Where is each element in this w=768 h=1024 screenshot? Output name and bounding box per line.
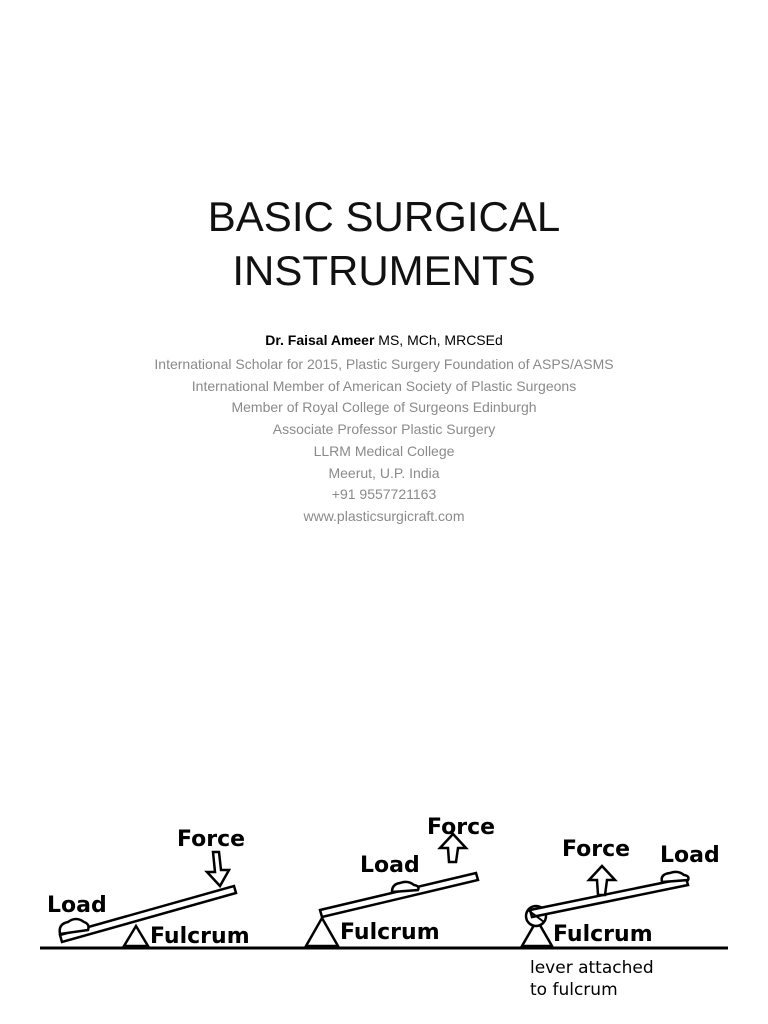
- author-degrees: MS, MCh, MRCSEd: [374, 332, 503, 348]
- fulcrum-label: Fulcrum: [553, 922, 653, 947]
- lever-beam: [320, 873, 478, 917]
- title-line-2: INSTRUMENTS: [232, 247, 536, 294]
- force-label: Force: [177, 827, 246, 852]
- force-label: Force: [427, 815, 496, 840]
- force-label: Force: [562, 837, 631, 862]
- load-rock: [60, 919, 89, 934]
- lever-beam: [530, 878, 688, 917]
- fulcrum-label: Fulcrum: [340, 920, 440, 945]
- load-label: Load: [660, 843, 720, 868]
- load-rock: [392, 882, 419, 892]
- fulcrum-label: Fulcrum: [150, 924, 250, 949]
- credential-line: Associate Professor Plastic Surgery: [272, 421, 496, 438]
- lever-third-class: [522, 837, 720, 1000]
- website-link: www.plasticsurgicraft.com: [303, 507, 465, 524]
- fulcrum-triangle: [124, 926, 148, 946]
- fulcrum-triangle: [306, 918, 338, 946]
- credential-line: Meerut, U.P. India: [328, 464, 440, 481]
- credential-line: International Member of American Society of Plastic Surgeons: [191, 377, 577, 394]
- lever-note-line-1: lever attached: [530, 958, 654, 978]
- credential-line: +91 9557721163: [331, 486, 437, 503]
- title-line-1: BASIC SURGICAL: [207, 193, 561, 240]
- lever-classes-diagram: [0, 800, 768, 1024]
- author-line: [0, 332, 768, 348]
- force-arrow-up: [589, 866, 615, 895]
- credential-line: International Scholar for 2015, Plastic Surgery Foundation of ASPS/ASMS: [154, 356, 614, 372]
- force-arrow-down: [207, 852, 229, 886]
- document-title: [0, 190, 768, 298]
- credential-line: LLRM Medical College: [313, 442, 455, 459]
- load-label: Load: [47, 893, 107, 918]
- author-name: Dr. Faisal Ameer: [265, 332, 375, 348]
- author-credentials: [0, 354, 768, 528]
- lever-first-class: [47, 827, 250, 949]
- lever-note-line-2: to fulcrum: [530, 980, 618, 1000]
- lever-second-class: [306, 815, 495, 946]
- load-rock: [662, 872, 689, 882]
- load-label: Load: [360, 853, 420, 878]
- credential-line: Member of Royal College of Surgeons Edinburgh: [231, 399, 537, 416]
